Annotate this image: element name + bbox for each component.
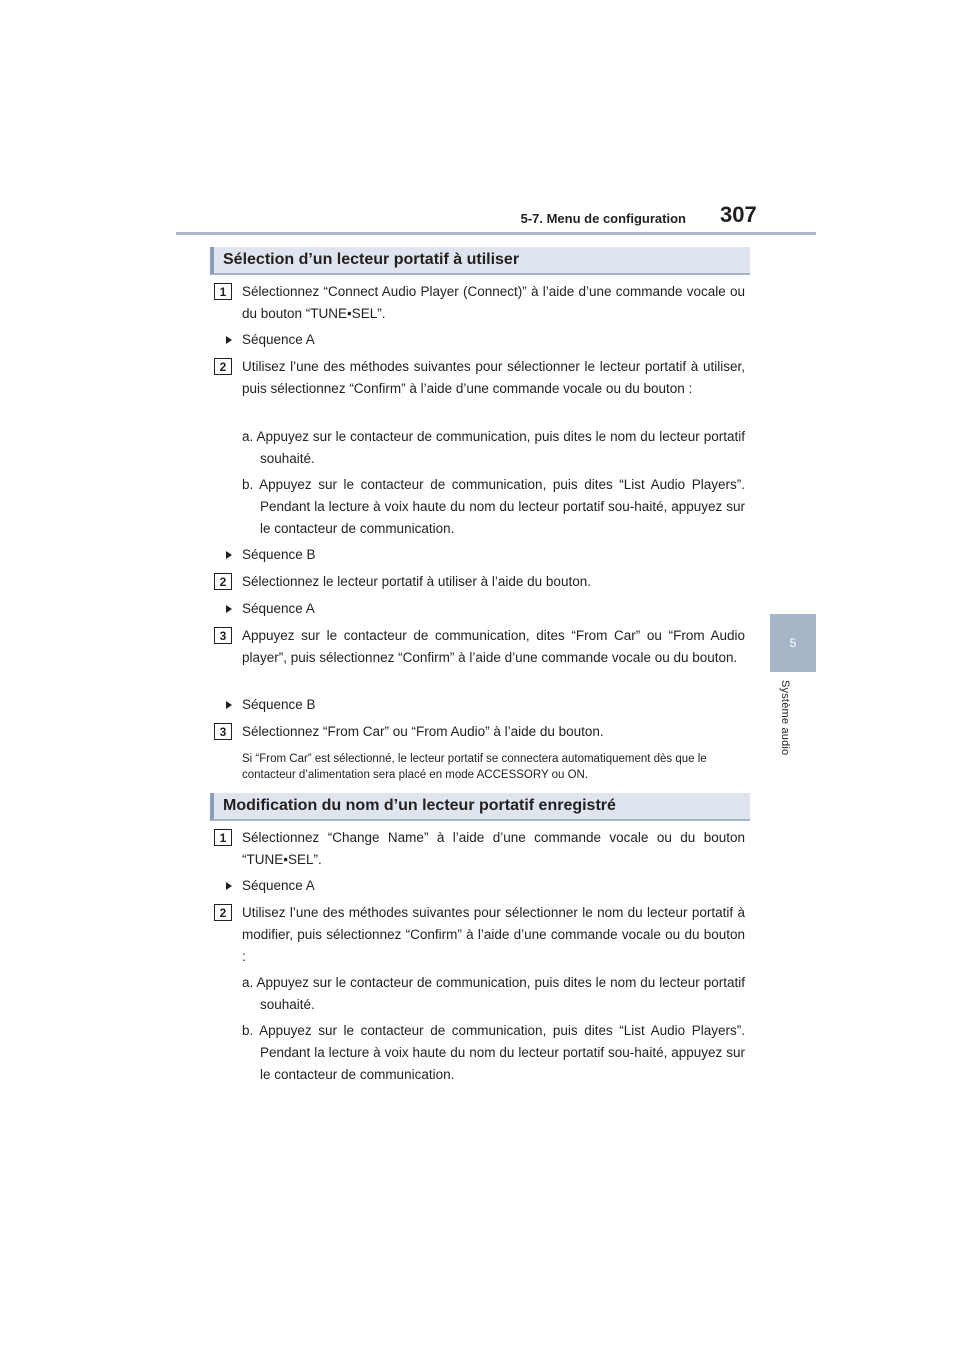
sequence-label xyxy=(226,694,316,716)
step-badge: 2 xyxy=(214,904,232,921)
step-badge: 1 xyxy=(214,829,232,846)
sequence-text: Séquence B xyxy=(242,547,316,562)
sub-item: a. Appuyez sur le contacteur de communication, puis dites le nom du lecteur portatif souhaité. xyxy=(242,429,745,466)
sequence-text: Séquence A xyxy=(242,332,315,347)
step-text: Utilisez l’une des méthodes suivantes pour sélectionner le lecteur portatif à utiliser, puis sélectionnez “Confirm” à l’aide d’une commande vocale ou du bouton : xyxy=(242,359,745,396)
chapter-tab xyxy=(770,614,816,672)
triangle-bullet-icon xyxy=(226,336,232,344)
triangle-bullet-icon xyxy=(226,605,232,613)
step-badge: 2 xyxy=(214,358,232,375)
triangle-bullet-icon xyxy=(226,882,232,890)
sub-item: b. Appuyez sur le contacteur de communication, puis dites “List Audio Players”. Pendant la lecture à voix haute du nom du lecteur portatif sou-haité, appuyez sur le contacteur de communication. xyxy=(242,1023,745,1082)
chapter-label: Système audio xyxy=(779,680,791,756)
triangle-bullet-icon xyxy=(226,551,232,559)
sub-item: a. Appuyez sur le contacteur de communication, puis dites le nom du lecteur portatif souhaité. xyxy=(242,975,745,1012)
note-text: Si “From Car” est sélectionné, le lecteur portatif se connectera automatiquement dès que le contacteur d’alimentation sera placé en mode ACCESSORY ou ON. xyxy=(242,753,707,781)
sequence-text: Séquence A xyxy=(242,601,315,616)
triangle-bullet-icon xyxy=(226,701,232,709)
sequence-label xyxy=(226,598,315,620)
step-text: Appuyez sur le contacteur de communication, dites “From Car” ou “From Audio player”, puis sélectionnez “Confirm” à l’aide d’une commande vocale ou du bouton. xyxy=(242,628,745,665)
section-heading-rename-player: Modification du nom d’un lecteur portatif enregistré xyxy=(210,793,750,821)
section-heading-select-player: Sélection d’un lecteur portatif à utiliser xyxy=(210,247,750,275)
step-text: Sélectionnez “Connect Audio Player (Connect)” à l’aide d’une commande vocale ou du bouton “TUNE•SEL”. xyxy=(242,284,745,321)
section-header-title: 5-7. Menu de configuration xyxy=(520,211,686,226)
header-rule xyxy=(176,232,816,235)
step-badge: 1 xyxy=(214,283,232,300)
chapter-number: 5 xyxy=(789,636,797,650)
sequence-label xyxy=(226,329,315,351)
sub-item: b. Appuyez sur le contacteur de communication, puis dites “List Audio Players”. Pendant la lecture à voix haute du nom du lecteur portatif sou-haité, appuyez sur le contacteur de communication. xyxy=(242,477,745,536)
sequence-text: Séquence A xyxy=(242,878,315,893)
step-badge: 3 xyxy=(214,627,232,644)
step-text: Utilisez l’une des méthodes suivantes pour sélectionner le nom du lecteur portatif à modifier, puis sélectionnez “Confirm” à l’aide d’une commande vocale ou du bouton : xyxy=(242,905,745,964)
step-badge: 3 xyxy=(214,723,232,740)
sequence-text: Séquence B xyxy=(242,697,316,712)
sequence-label xyxy=(226,875,315,897)
step-text: Sélectionnez “Change Name” à l’aide d’une commande vocale ou du bouton “TUNE•SEL”. xyxy=(242,830,745,867)
page-number: 307 xyxy=(720,202,757,227)
step-text: Sélectionnez le lecteur portatif à utiliser à l’aide du bouton. xyxy=(242,574,591,589)
sequence-label xyxy=(226,544,316,566)
step-text: Sélectionnez “From Car” ou “From Audio” à l’aide du bouton. xyxy=(242,724,604,739)
step-badge: 2 xyxy=(214,573,232,590)
